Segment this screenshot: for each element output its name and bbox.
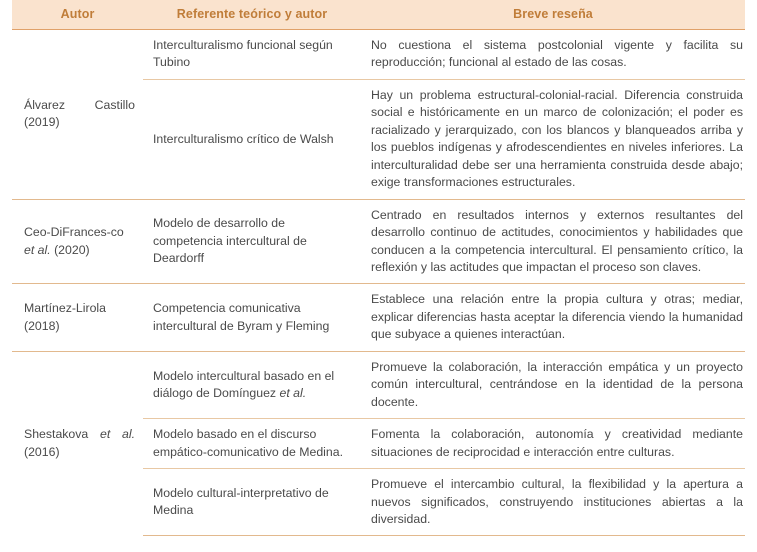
autor-name: Martínez-Lirola: [24, 301, 107, 316]
table-header: [12, 0, 745, 30]
cell-autor: [12, 199, 143, 284]
autor-name: Ceo-DiFrances-co: [24, 225, 124, 240]
cell-resena: Centrado en resultados internos y externos resultantes del desarrollo continuo de actitudes, conocimientos y habilidades que conducen a la competencia intercultural. El pensamiento crítico, la reflexión y las actitudes que impactan el proceso son claves.: [361, 199, 745, 284]
cell-resena: No cuestiona el sistema postcolonial vigente y facilita su reproducción; funcional al estado de las cosas.: [361, 30, 745, 80]
table-row: [12, 351, 745, 418]
table-body: [12, 30, 745, 536]
autor-name: Shestakova: [24, 427, 100, 442]
autor-year: (2020): [50, 242, 90, 257]
column-header-resena: Breve reseña: [361, 0, 745, 30]
cell-autor: [12, 284, 143, 351]
column-header-referente: Referente teórico y autor: [143, 0, 361, 30]
autor-year: (2019): [24, 115, 60, 130]
cell-referente: Modelo cultural-interpretativo de Medina: [143, 469, 361, 536]
cell-referente: Modelo basado en el discurso empático-comunicativo de Medina.: [143, 419, 361, 469]
autor-etal: et al.: [100, 427, 135, 442]
cell-resena: Promueve la colaboración, la interacción empática y un proyecto común intercultural, centrándose en la identidad de la persona docente.: [361, 351, 745, 418]
cell-resena: Hay un problema estructural-colonial-racial. Diferencia construida social e históricamente en un marco de colonización; el poder es racializado y jerarquizado, con los blancos y blanqueados arriba y los pueblos indígenas y afrodescendientes en niveles inferiores. La interculturalidad debe ser una herramienta construida desde abajo; exige transformaciones estructurales.: [361, 79, 745, 199]
cell-referente: Competencia comunicativa intercultural de Byram y Fleming: [143, 284, 361, 351]
cell-referente: Interculturalismo crítico de Walsh: [143, 79, 361, 199]
autor-name: Álvarez Castillo: [24, 97, 135, 112]
cell-resena: Establece una relación entre la propia cultura y otras; mediar, explicar diferencias hasta aceptar la diferencia viendo la humanidad que subyace a quienes interactúan.: [361, 284, 745, 351]
autor-year: (2018): [24, 318, 60, 333]
cell-referente: Interculturalismo funcional según Tubino: [143, 30, 361, 80]
table-row: [12, 199, 745, 284]
referente-text: Modelo intercultural basado en el diálogo de Domínguez: [153, 368, 335, 400]
referente-etal: et al.: [279, 385, 307, 400]
table-row: [12, 30, 745, 80]
cell-autor: [12, 351, 143, 536]
cell-referente: [143, 351, 361, 418]
table-header-row: [12, 0, 745, 30]
table-row: [12, 284, 745, 351]
autor-etal: et al.: [24, 242, 51, 257]
column-header-autor: Autor: [12, 0, 143, 30]
cell-resena: Promueve el intercambio cultural, la flexibilidad y la apertura a nuevos significados, construyendo instituciones abiertas a la diversidad.: [361, 469, 745, 536]
cell-referente: Modelo de desarrollo de competencia intercultural de Deardorff: [143, 199, 361, 284]
cell-resena: Fomenta la colaboración, autonomía y creatividad mediante situaciones de reciprocidad e interacción entre culturas.: [361, 419, 745, 469]
cell-autor: [12, 30, 143, 200]
review-table: [12, 0, 745, 536]
autor-year: (2016): [24, 444, 60, 459]
